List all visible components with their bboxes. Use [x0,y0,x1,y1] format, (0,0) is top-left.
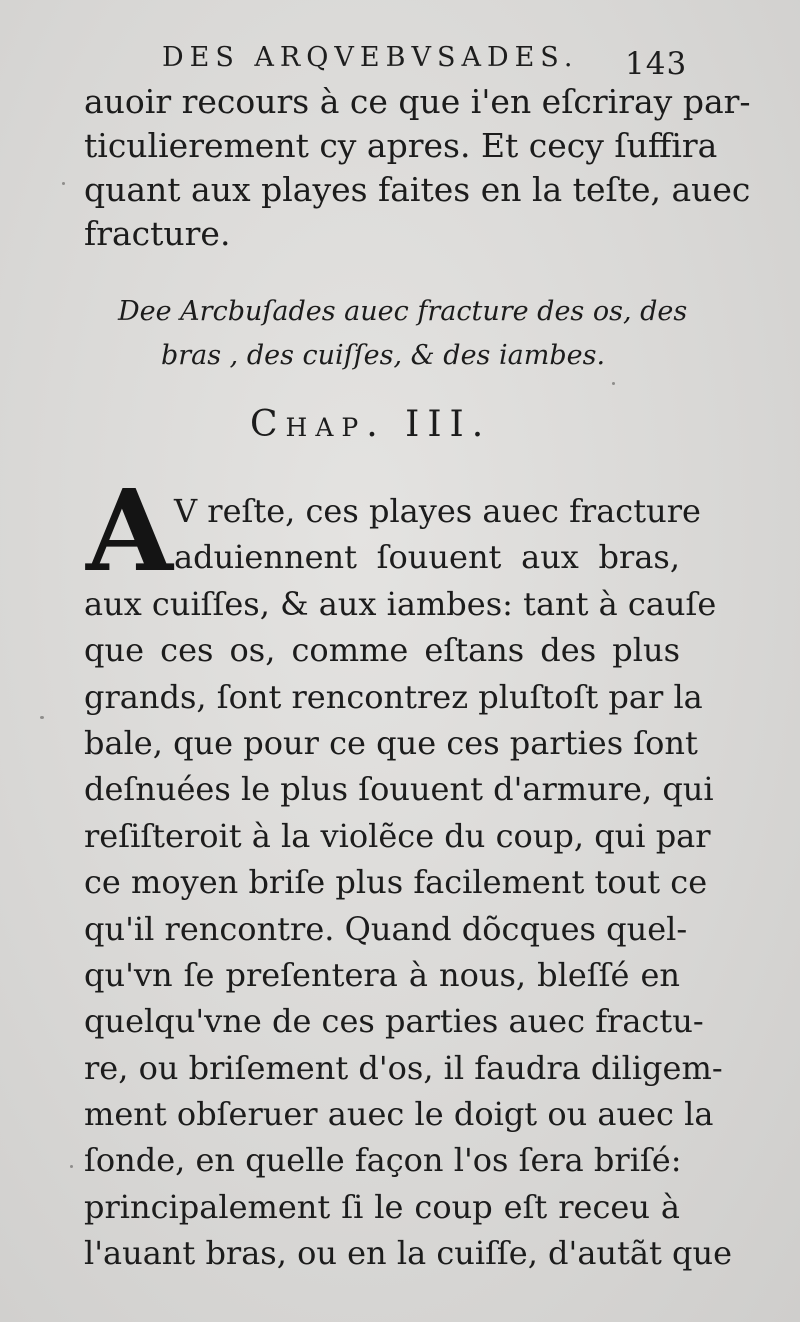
text-line: aduiennent ſouuent aux bras, [174,538,680,577]
text-line: qu'il rencontre. Quand dõcques quel- [84,909,688,948]
text-line: l'auant bras, ou en la cuiſſe, d'autãt que [84,1234,733,1273]
text-line: fracture. [84,214,231,253]
text-line: que ces os, comme eſtans des plus [84,631,680,670]
paper-speck [40,716,44,719]
text-line: quant aux playes faites en la teſte, auec [84,170,751,209]
section-title-line: bras , des cuiſſes, & des iambes. [160,340,606,371]
paper-speck [612,382,615,385]
text-line: deſnuées le plus ſouuent d'armure, qui [84,770,714,809]
text-line: auoir recours à ce que i'en eſcriray par- [84,82,751,121]
chapter-paragraph [84,488,733,1277]
text-line: principalement ſi le coup eſt receu à [84,1187,680,1226]
chapter-heading: Chap. III. [250,404,492,445]
page-number: 143 [625,46,688,82]
text-line: V reſte, ces playes auec fracture [174,492,701,530]
text-line: re, ou briſement d'os, il faudra diligem- [84,1048,723,1087]
paper-speck [62,182,65,185]
text-line: bale, que pour ce que ces parties ſont [84,723,698,762]
drop-cap: A [86,466,173,597]
intro-paragraph [84,80,751,256]
text-line: reſiſteroit à la violẽce du coup, qui par [84,816,711,855]
text-line: ce moyen briſe plus facilement tout ce [84,863,708,902]
running-head: DES ARQVEBVSADES. [162,42,579,73]
text-line: aux cuiſſes, & aux iambes: tant à cauſe [84,584,717,623]
text-line: qu'vn ſe preſentera à nous, bleſſé en [84,955,680,994]
text-line: ticulierement cy apres. Et cecy ſuffira [84,126,718,165]
paper-speck [70,1165,73,1168]
section-title-line: Dee Arcbuſades auec fracture des os, des [118,296,688,327]
text-line: grands, ſont rencontrez pluſtoſt par la [84,677,703,716]
section-title [118,290,688,378]
text-line: ment obſeruer auec le doigt ou auec la [84,1095,714,1134]
text-line: ſonde, en quelle façon l'os ſera briſé: [84,1141,682,1180]
text-line: quelqu'vne de ces parties auec fractu- [84,1002,704,1041]
